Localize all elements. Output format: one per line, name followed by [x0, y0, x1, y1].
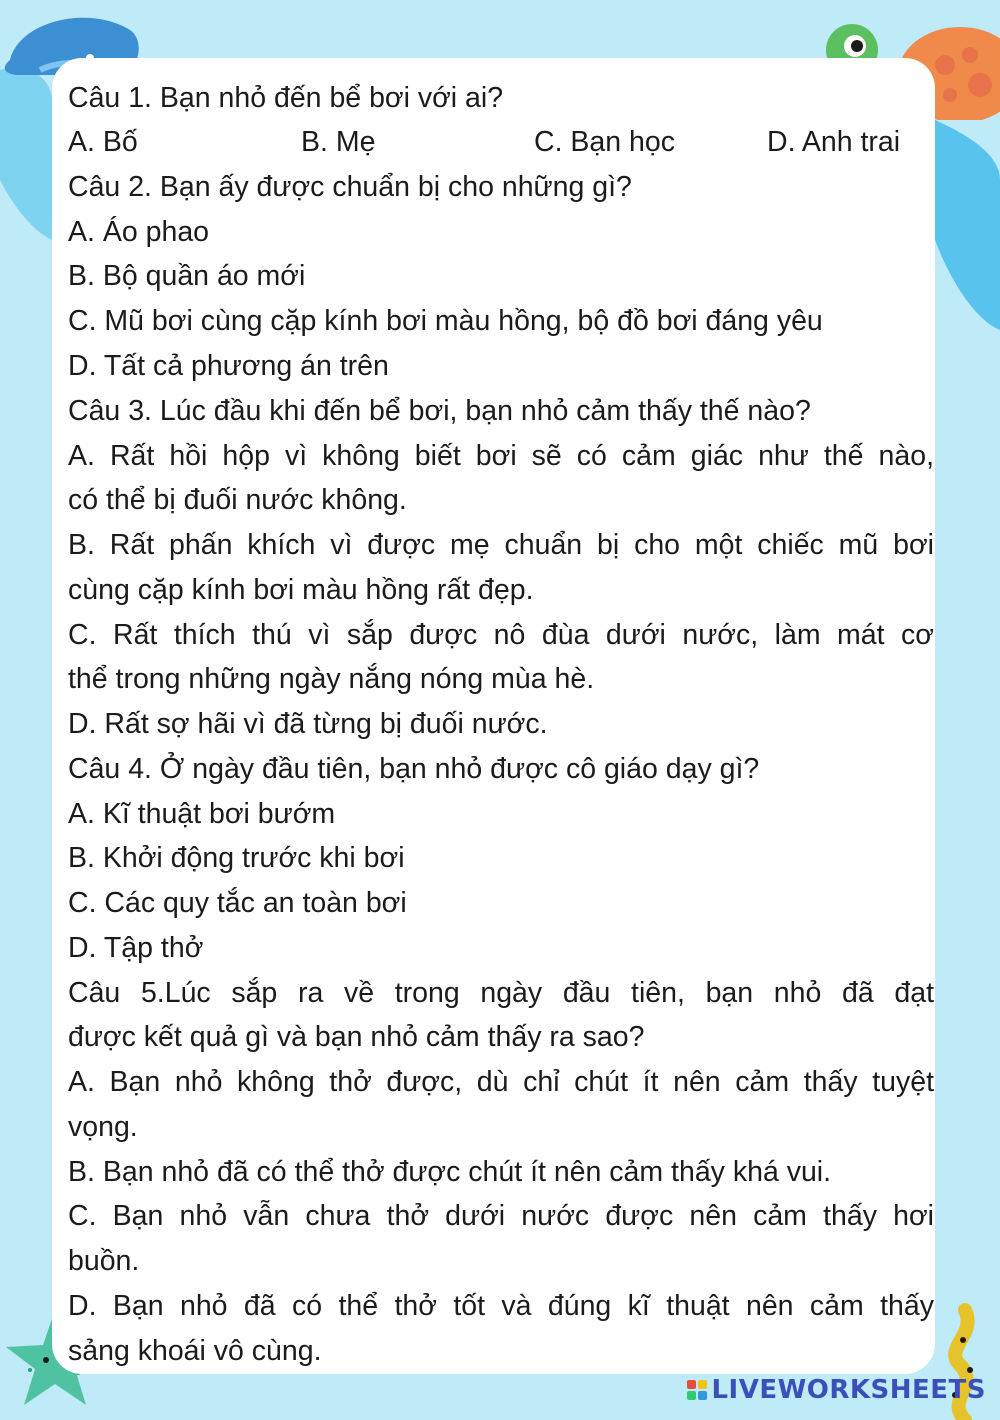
option-5b: B. Bạn nhỏ đã có thể thở được chút ít nên cảm thấy khá vui. — [68, 1156, 832, 1188]
option-3a-line-1: A. Rất hồi hộp vì không biết bơi sẽ có cảm giác như thế nào, — [68, 440, 934, 472]
option-2c: C. Mũ bơi cùng cặp kính bơi màu hồng, bộ đồ bơi đáng yêu — [68, 305, 823, 337]
option-2a: A. Áo phao — [68, 216, 210, 248]
liveworksheets-logo — [687, 1373, 986, 1407]
question-1: Câu 1. Bạn nhỏ đến bể bơi với ai? — [68, 82, 504, 114]
option-1a: A. Bố — [68, 126, 138, 158]
option-1c: C. Bạn học — [534, 126, 675, 158]
option-4b: B. Khởi động trước khi bơi — [68, 842, 405, 874]
option-5c-line-1: C. Bạn nhỏ vẫn chưa thở dưới nước được nên cảm thấy hơi — [68, 1200, 934, 1232]
question-4: Câu 4. Ở ngày đầu tiên, bạn nhỏ được cô giáo dạy gì? — [68, 753, 760, 785]
option-5d-line-2: sảng khoái vô cùng. — [68, 1335, 322, 1367]
option-3c-line-2: thể trong những ngày nắng nóng mùa hè. — [68, 663, 595, 695]
question-5-line-1: Câu 5.Lúc sắp ra về trong ngày đầu tiên, bạn nhỏ đã đạt — [68, 977, 934, 1009]
option-3a-line-2: có thể bị đuối nước không. — [68, 484, 407, 516]
option-1b: B. Mẹ — [301, 126, 376, 158]
option-4c: C. Các quy tắc an toàn bơi — [68, 887, 407, 919]
option-3c-line-1: C. Rất thích thú vì sắp được nô đùa dưới nước, làm mát cơ — [68, 619, 934, 651]
option-3d: D. Rất sợ hãi vì đã từng bị đuối nước. — [68, 708, 548, 740]
option-4a: A. Kĩ thuật bơi bướm — [68, 798, 336, 830]
question-5-line-2: được kết quả gì và bạn nhỏ cảm thấy ra sao? — [68, 1021, 645, 1053]
option-2b: B. Bộ quần áo mới — [68, 260, 306, 292]
option-1d: D. Anh trai — [767, 126, 901, 158]
liveworksheets-logo-icon — [687, 1380, 707, 1400]
option-3b-line-1: B. Rất phấn khích vì được mẹ chuẩn bị cho một chiếc mũ bơi — [68, 529, 934, 561]
question-3: Câu 3. Lúc đầu khi đến bể bơi, bạn nhỏ cảm thấy thế nào? — [68, 395, 811, 427]
option-2d: D. Tất cả phương án trên — [68, 350, 389, 382]
option-3b-line-2: cùng cặp kính bơi màu hồng rất đẹp. — [68, 574, 534, 606]
option-5d-line-1: D. Bạn nhỏ đã có thể thở tốt và đúng kĩ thuật nên cảm thấy — [68, 1290, 934, 1322]
option-5a-line-2: vọng. — [68, 1111, 138, 1143]
question-2: Câu 2. Bạn ấy được chuẩn bị cho những gì? — [68, 171, 632, 203]
option-4d: D. Tập thở — [68, 932, 204, 964]
liveworksheets-brand-text: LIVEWORKSHEETS — [711, 1375, 986, 1405]
question-1-options — [68, 122, 934, 162]
option-5a-line-1: A. Bạn nhỏ không thở được, dù chỉ chút ít nên cảm thấy tuyệt — [68, 1066, 934, 1098]
option-5c-line-2: buồn. — [68, 1245, 140, 1277]
